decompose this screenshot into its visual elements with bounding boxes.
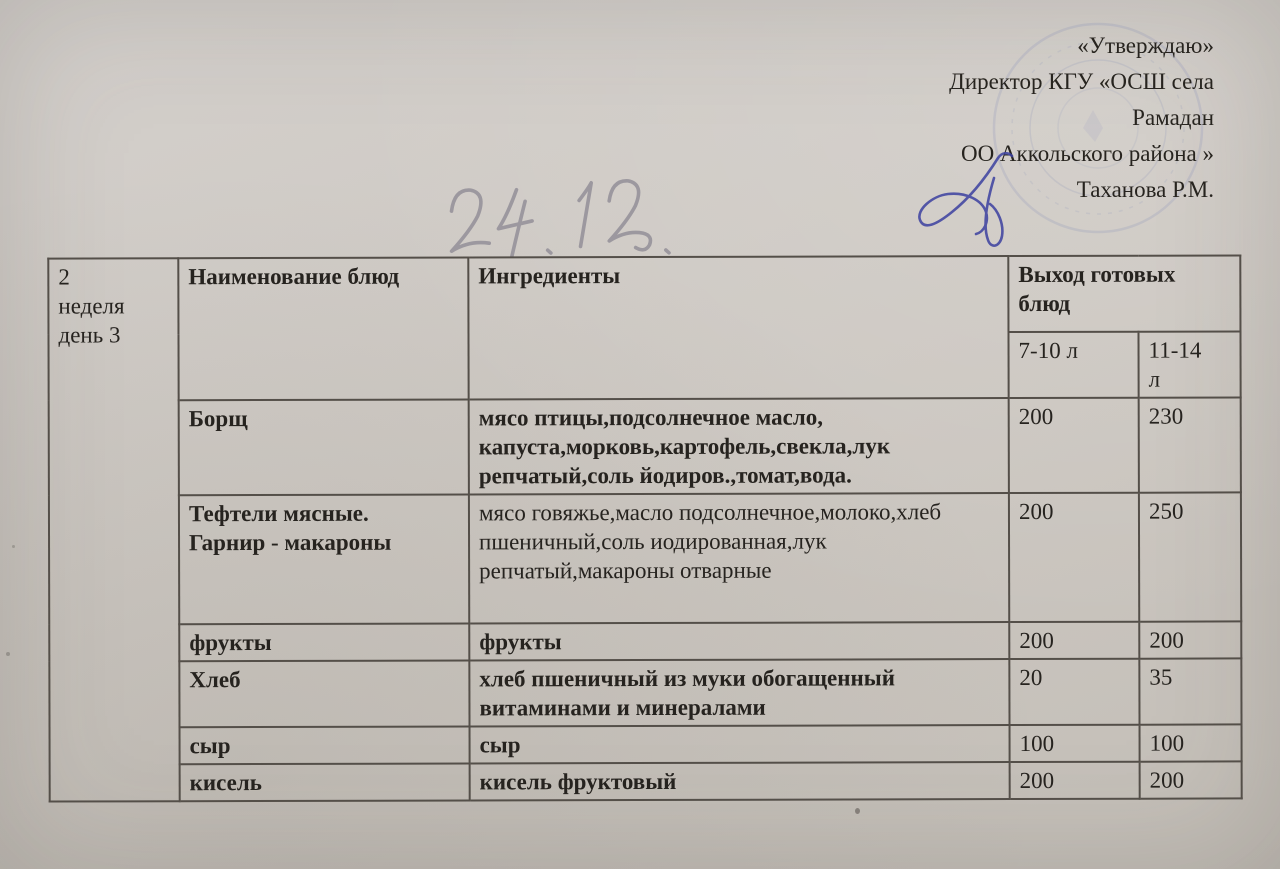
table-row bbox=[49, 658, 1241, 727]
paper-speck bbox=[12, 545, 15, 548]
approval-line-utverzhdayu: «Утверждаю» bbox=[1077, 33, 1214, 58]
output-large-cell: 35 bbox=[1139, 658, 1241, 724]
dish-cell: фрукты bbox=[179, 623, 469, 661]
week-day-cell: 2 неделя день 3 bbox=[48, 258, 179, 801]
ingredients-cell: кисель фруктовый bbox=[470, 762, 1010, 800]
output-small-cell: 20 bbox=[1009, 659, 1139, 725]
output-large-cell: 200 bbox=[1140, 761, 1242, 798]
menu-table bbox=[47, 254, 1242, 802]
col-header-vol-large: 11-14 л bbox=[1138, 331, 1240, 397]
output-small-cell: 100 bbox=[1010, 725, 1140, 762]
output-large-cell: 230 bbox=[1139, 397, 1241, 492]
dish-cell: сыр bbox=[180, 726, 470, 764]
table-row bbox=[50, 724, 1242, 764]
approval-line-village: Рамадан bbox=[1132, 105, 1214, 130]
approval-line-district: ОО Аккольского района » bbox=[960, 141, 1214, 166]
col-header-dish: Наименование блюд bbox=[178, 257, 468, 400]
approval-line-name: Таханова Р.М. bbox=[1076, 177, 1214, 202]
signature-icon bbox=[890, 140, 1040, 260]
output-small-cell: 200 bbox=[1009, 398, 1139, 493]
col-header-vol-small: 7-10 л bbox=[1008, 332, 1138, 398]
ingredients-cell: мясо птицы,подсолнечное масло, капуста,морковь,картофель,свекла,лук репчатый,соль йодиров.,томат,вода. bbox=[469, 398, 1009, 494]
table-row bbox=[49, 397, 1241, 495]
output-large-cell: 250 bbox=[1139, 492, 1241, 621]
table-row bbox=[49, 621, 1241, 661]
dish-cell: Тефтели мясные. Гарнир - макароны bbox=[179, 494, 469, 624]
output-small-cell: 200 bbox=[1009, 493, 1139, 622]
ingredients-cell: фрукты bbox=[469, 622, 1009, 660]
output-large-cell: 200 bbox=[1139, 621, 1241, 658]
col-header-output: Выход готовых блюд bbox=[1008, 255, 1240, 332]
paper-speck bbox=[855, 808, 860, 814]
table-row bbox=[49, 492, 1241, 624]
dish-cell: Борщ bbox=[179, 399, 469, 495]
dish-cell: кисель bbox=[180, 763, 470, 801]
output-large-cell: 100 bbox=[1140, 724, 1242, 761]
col-header-ingredients: Ингредиенты bbox=[468, 256, 1008, 399]
table-header-row bbox=[48, 255, 1240, 334]
table-row bbox=[50, 761, 1242, 801]
output-small-cell: 200 bbox=[1009, 622, 1139, 659]
output-small-cell: 200 bbox=[1010, 762, 1140, 799]
ingredients-cell: мясо говяжье,масло подсолнечное,молоко,хлеб пшеничный,соль иодированная,лук репчатый,макароны отварные bbox=[469, 493, 1009, 623]
ingredients-cell: хлеб пшеничный из муки обогащенный витаминами и минералами bbox=[469, 659, 1009, 726]
approval-line-director: Директор КГУ «ОСШ села bbox=[949, 69, 1214, 94]
dish-cell: Хлеб bbox=[179, 660, 469, 727]
paper-speck bbox=[6, 652, 10, 656]
ingredients-cell: сыр bbox=[470, 725, 1010, 763]
